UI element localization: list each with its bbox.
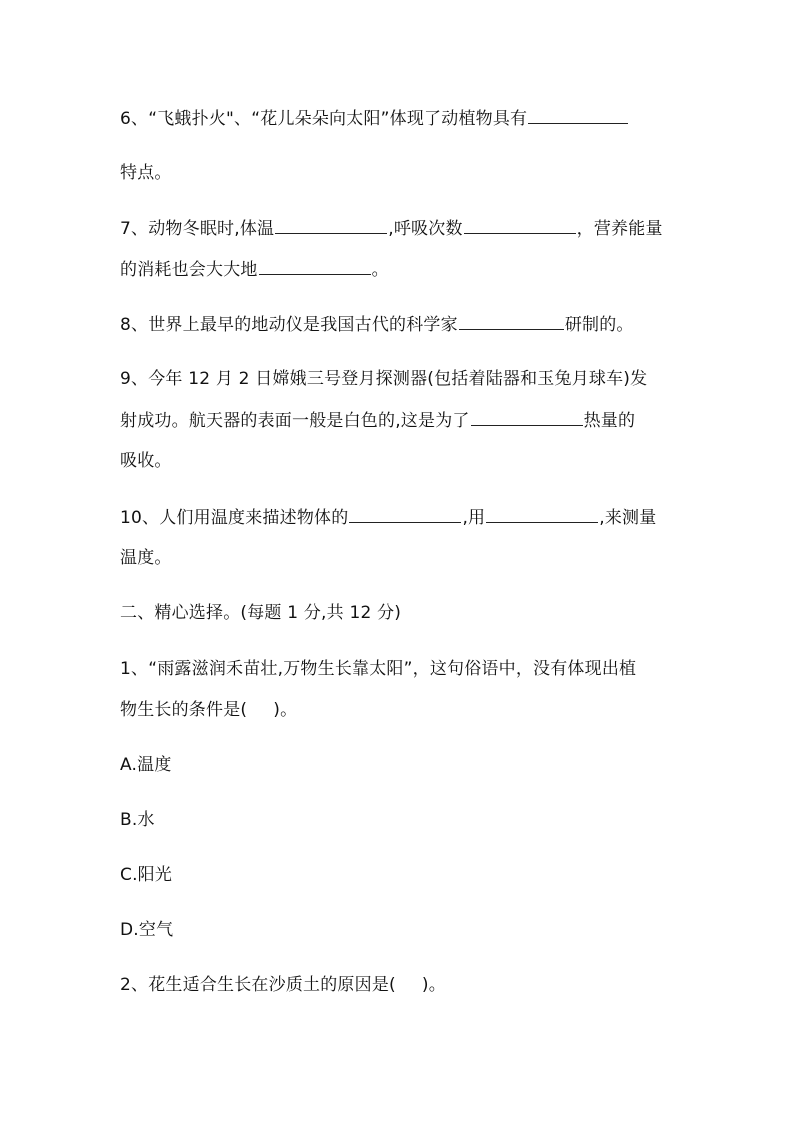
question-10-text: 10、人们用温度来描述物体的 (120, 508, 349, 528)
option-b[interactable] (120, 809, 680, 831)
question-7-text: 的消耗也会大大地 (120, 260, 258, 280)
answer-blank[interactable] (349, 506, 461, 523)
question-7-text: ，营养能量 (576, 219, 663, 239)
option-b-label: B.水 (120, 810, 155, 830)
section-2-heading: 二、精心选择。(每题 1 分,共 12 分) (120, 603, 402, 623)
answer-blank[interactable] (259, 258, 371, 275)
question-10-text: ,用 (462, 508, 486, 528)
choice-question-2-line (120, 974, 680, 996)
option-c-label: C.阳光 (120, 865, 173, 885)
answer-blank[interactable] (275, 217, 387, 234)
question-6-line-2 (120, 162, 680, 184)
question-6-line-1 (120, 107, 680, 130)
question-9-line-2 (120, 409, 680, 432)
question-7-line-2 (120, 258, 680, 281)
answer-blank[interactable] (471, 409, 583, 426)
question-7-text: ,呼吸次数 (388, 219, 463, 239)
section-heading (120, 602, 680, 624)
question-8-line (120, 313, 680, 336)
option-c[interactable] (120, 864, 680, 886)
question-10-text: 温度。 (120, 548, 172, 568)
choice-question-1-text: )。 (273, 700, 298, 720)
answer-blank[interactable] (459, 313, 564, 330)
choice-question-1-line-2 (120, 699, 680, 721)
choice-question-1-text: 物生长的条件是( (120, 700, 248, 720)
question-8-text: 8、世界上最早的地动仪是我国古代的科学家 (120, 315, 458, 335)
question-10-text: ,来测量 (599, 508, 657, 528)
question-10-line-1 (120, 506, 680, 529)
question-9-text: 热量的 (583, 411, 636, 431)
choice-question-2-text: 2、花生适合生长在沙质土的原因是( (120, 975, 396, 995)
question-8-text: 研制的。 (564, 315, 634, 335)
choice-question-1-text: 1、“雨露滋润禾苗壮,万物生长靠太阳”，这句俗语中，没有体现出植 (120, 659, 637, 679)
question-9-line-1 (120, 368, 680, 390)
question-7-text: 。 (371, 260, 389, 280)
question-7-text: 7、动物冬眠时,体温 (120, 219, 275, 239)
question-6-text: 6、“飞蛾扑火"、“花儿朵朵向太阳”体现了动植物具有 (120, 109, 528, 129)
option-a-label: A.温度 (120, 755, 172, 775)
answer-blank[interactable] (528, 107, 628, 124)
question-9-text: 吸收。 (120, 451, 172, 471)
question-7-line-1 (120, 217, 680, 240)
question-10-line-2 (120, 547, 680, 569)
question-9-text: 射成功。航天器的表面一般是白色的,这是为了 (120, 411, 470, 431)
question-9-line-3 (120, 450, 680, 472)
option-d-label: D.空气 (120, 920, 174, 940)
choice-question-2-text: )。 (421, 975, 446, 995)
answer-blank[interactable] (464, 217, 576, 234)
question-6-text-end: 特点。 (120, 163, 172, 183)
choice-question-1-line-1 (120, 658, 680, 680)
option-a[interactable] (120, 754, 680, 776)
answer-blank[interactable] (486, 506, 598, 523)
option-d[interactable] (120, 919, 680, 941)
question-9-text: 9、今年 12 月 2 日嫦娥三号登月探测器(包括着陆器和玉兔月球车)发 (120, 369, 648, 389)
